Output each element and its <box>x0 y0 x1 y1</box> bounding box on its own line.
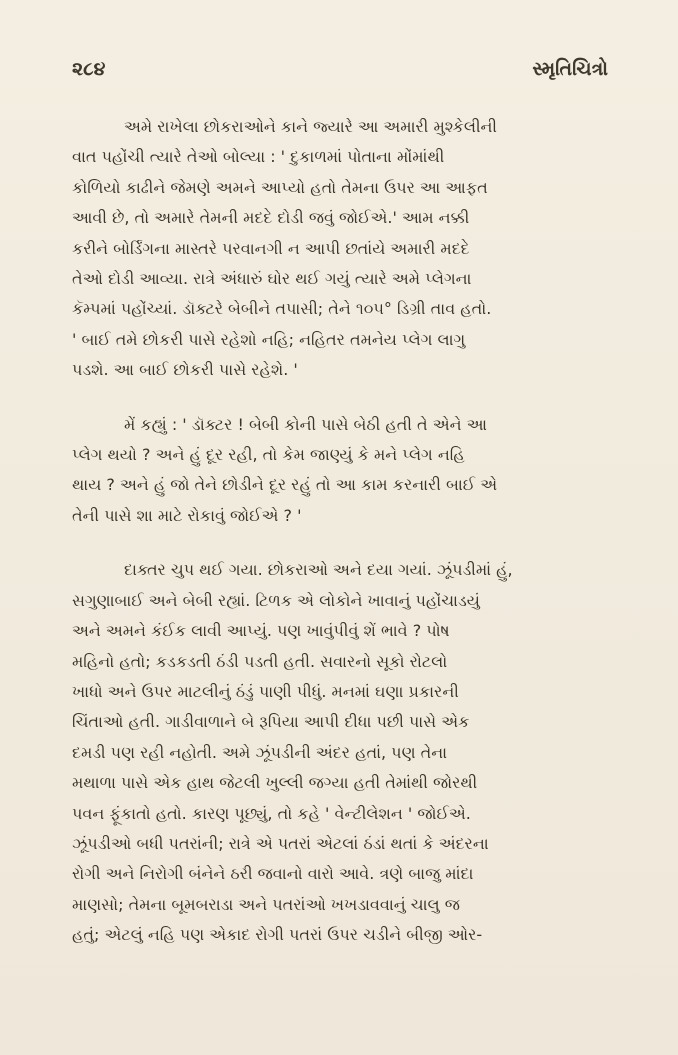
paragraph-1 <box>72 112 612 386</box>
text-line: અને અમને કંઈક લાવી આપ્યું. પણ ખાવુંપીવું શેં ભાવે ? પોષ <box>72 621 450 641</box>
text-line: પ્લેગ થયો ? અને હું દૂર રહી, તો કેમ જાણ્યું કે મને પ્લેગ નહિ <box>72 445 465 465</box>
text-line: વાત પહોંચી ત્યારે તેઓ બોલ્યા : ' દુકાળમાં પોતાના મોંમાંથી <box>72 147 445 167</box>
text-line: રોગી અને નિરોગી બંનેને ઠરી જવાનો વારો આવે. ત્રણે બાજુ માંદા <box>72 864 474 884</box>
text-line: મેં કહ્યું : ' ડૉક્ટર ! બેબી કોની પાસે બેઠી હતી તે એને આ <box>124 414 487 434</box>
page-number: ૨૮૪ <box>72 58 106 80</box>
text-line: ચિંતાઓ હતી. ગાડીવાળાને બે રૂપિયા આપી દીધા પછી પાસે એક <box>72 712 470 732</box>
text-line: ઝૂંપડીઓ બધી પતરાંની; રાત્રે એ પતરાં એટલાં ઠંડાં થતાં કે અંદરના <box>72 833 489 853</box>
paragraph-2 <box>72 410 612 532</box>
text-line: તેઓ દોડી આવ્યા. રાત્રે અંધારું ઘોર થઈ ગયું ત્યારે અમે પ્લેગના <box>72 269 472 289</box>
text-line: ' બાઈ તમે છોકરી પાસે રહેશો નહિ; નહિતર તમનેય પ્લેગ લાગુ <box>72 329 466 349</box>
text-line: દમડી પણ રહી નહોતી. અમે ઝૂંપડીની અંદર હતાં, પણ તેના <box>72 742 448 762</box>
text-line: માણસો; તેમના બૂમબરાડા અને પતરાંઓ ખખડાવવાનું ચાલુ જ <box>72 894 460 914</box>
text-line: કરીને બોર્ડિંગના માસ્તરે પરવાનગી ન આપી છતાંયે અમારી મદદે <box>72 238 470 258</box>
text-line: સગુણાબાઈ અને બેબી રહ્યાં. ટિળક એ લોકોને ખાવાનું પહોંચાડયું <box>72 590 480 610</box>
text-line: કૅમ્પમાં પહોંચ્યાં. ડૉક્ટરે બેબીને તપાસી; તેને ૧૦૫° ડિગ્રી તાવ હતો. <box>72 299 492 319</box>
text-line: પડશે. આ બાઈ છોકરી પાસે રહેશે. ' <box>72 360 298 380</box>
page-header <box>72 58 608 88</box>
text-line: મથાળા પાસે એક હાથ જેટલી ખુલ્લી જગ્યા હતી તેમાંથી જોરથી <box>72 773 478 793</box>
text-line: થાય ? અને હું જો તેને છોડીને દૂર રહું તો આ કામ કરનારી બાઈ એ <box>72 475 498 495</box>
text-line: તેની પાસે શા માટે રોકાવું જોઈએ ? ' <box>72 505 302 525</box>
text-line: અમે રાખેલા છોકરાઓને કાને જ્યારે આ અમારી મુશ્કેલીની <box>124 117 498 136</box>
text-line: મહિનો હતો; કડકડતી ઠંડી પડતી હતી. સવારનો સૂકો રોટલો <box>72 651 448 671</box>
paragraph-3 <box>72 555 612 950</box>
body-text <box>72 112 612 975</box>
running-title: સ્મૃતિચિત્રો <box>532 58 608 80</box>
text-line: ખાધો અને ઉપર માટલીનું ઠંડું પાણી પીધું. મનમાં ઘણા પ્રકારની <box>72 681 459 701</box>
text-line: આવી છે, તો અમારે તેમની મદદે દોડી જવું જોઈએ.' આમ નક્કી <box>72 208 470 228</box>
text-line: હતું; એટલું નહિ પણ એકાદ રોગી પતરાં ઉપર ચડીને બીજી ઓર- <box>72 925 483 945</box>
text-line: પવન ફૂંકાતો હતો. કારણ પૂછ્યું, તો કહે ' વેન્ટીલેશન ' જોઈએ. <box>72 803 471 823</box>
text-line: કોળિયો કાઢીને જેમણે અમને આપ્યો હતો તેમના ઉપર આ આફત <box>72 177 488 197</box>
text-line: દાક્તર ચુપ થઈ ગયા. છોકરાઓ અને દયા ગયાં. ઝૂંપડીમાં હું, <box>124 560 513 580</box>
